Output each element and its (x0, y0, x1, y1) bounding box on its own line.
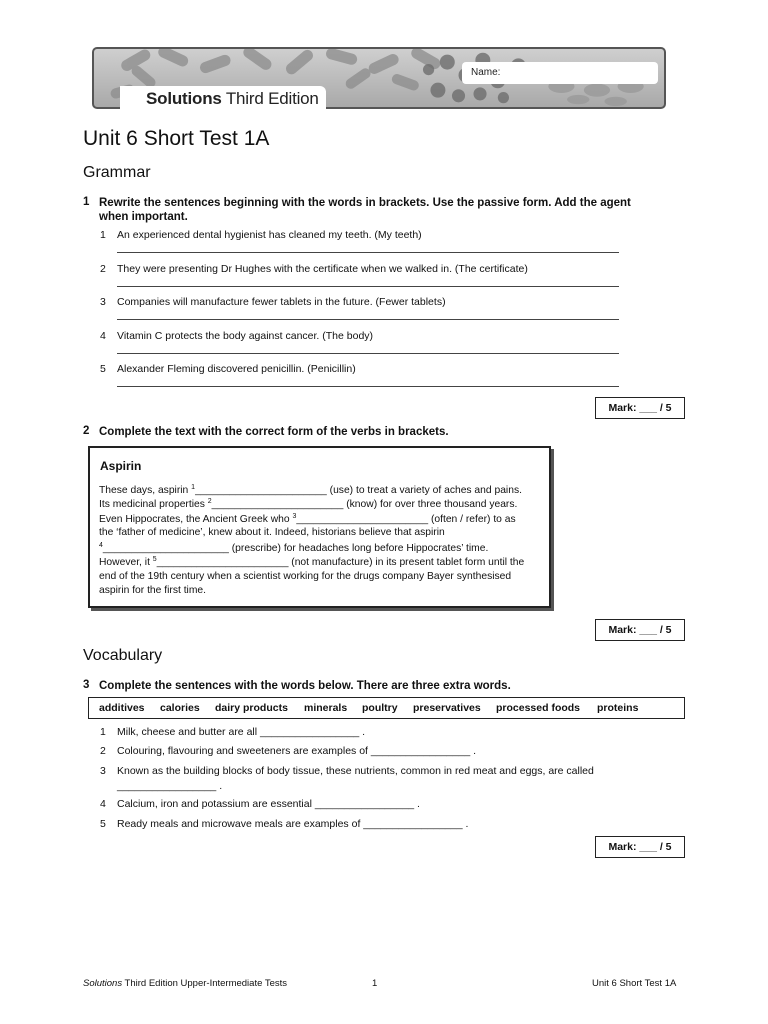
q1-item-5-text: Alexander Fleming discovered penicillin. (Penicillin) (117, 363, 356, 375)
brand-logo: Solutions Third Edition (146, 89, 319, 108)
q2-mark-box[interactable]: Mark: ___ / 5 (595, 619, 685, 641)
q3-item-3-text: Known as the building blocks of body tissue, these nutrients, common in red meat and eggs, are called (117, 765, 594, 777)
vocabulary-heading: Vocabulary (83, 647, 163, 664)
word-bank-item: proteins (597, 702, 639, 714)
question-3-number: 3 (83, 679, 90, 691)
q1-item-3-number: 3 (100, 296, 106, 308)
aspirin-line-6[interactable]: However, it $^5$_______________________ (not manufacture) in its present tablet form until the (99, 556, 525, 568)
q1-item-2-number: 2 (100, 263, 106, 275)
page-title: Unit 6 Short Test 1A (83, 127, 270, 150)
word-bank-item: dairy products (215, 702, 288, 714)
q3-item-4-number: 4 (100, 798, 106, 810)
question-2-instruction: Complete the text with the correct form of the verbs in brackets. (99, 426, 449, 438)
q1-item-3-text: Companies will manufacture fewer tablets in the future. (Fewer tablets) (117, 296, 446, 308)
question-1-number: 1 (83, 196, 90, 208)
q1-item-1-number: 1 (100, 229, 106, 241)
aspirin-line-2[interactable]: Its medicinal properties $^2$_______________________ (know) for over three thousand years. (99, 498, 518, 510)
aspirin-line-4: the ‘father of medicine’, knew about it. Indeed, historians believe that aspirin (99, 527, 445, 538)
q3-item-5-text[interactable]: Ready meals and microwave meals are examples of _________________ . (117, 818, 469, 830)
aspirin-box-title: Aspirin (100, 459, 142, 473)
q3-mark-box[interactable]: Mark: ___ / 5 (595, 836, 685, 858)
q1-item-1-text: An experienced dental hygienist has cleaned my teeth. (My teeth) (117, 229, 422, 241)
q1-mark-box[interactable]: Mark: ___ / 5 (595, 397, 685, 419)
word-bank-item: preservatives (413, 702, 481, 714)
q3-item-1-number: 1 (100, 726, 106, 738)
q1-item-2-answer-line[interactable] (117, 286, 619, 287)
question-1-instruction-line2: when important. (99, 211, 188, 223)
q3-item-2-text[interactable]: Colouring, flavouring and sweeteners are examples of _________________ . (117, 745, 476, 757)
q1-item-4-number: 4 (100, 330, 106, 342)
q3-item-3-continuation[interactable]: _________________ . (117, 780, 223, 792)
word-bank-item: processed foods (496, 702, 581, 714)
question-3-instruction: Complete the sentences with the words below. There are three extra words. (99, 680, 511, 692)
question-1-instruction-line1: Rewrite the sentences beginning with the words in brackets. Use the passive form. Add the agent (99, 197, 631, 209)
aspirin-line-8: aspirin for the first time. (99, 585, 207, 596)
q3-item-2-number: 2 (100, 745, 106, 757)
q1-item-5-answer-line[interactable] (117, 386, 619, 387)
aspirin-line-5[interactable]: $^4$______________________ (prescribe) for headaches long before Hippocrates’ time. (99, 542, 489, 554)
q1-item-5-number: 5 (100, 363, 106, 375)
q1-item-3-answer-line[interactable] (117, 319, 619, 320)
q1-item-2-text: They were presenting Dr Hughes with the certificate when we walked in. (The certificate) (117, 263, 528, 275)
aspirin-line-3[interactable]: Even Hippocrates, the Ancient Greek who $^3$_______________________ (often / refer) to as (99, 513, 516, 525)
footer-test-title: Unit 6 Short Test 1A (592, 978, 677, 989)
name-label: Name: (471, 67, 501, 78)
q3-item-5-number: 5 (100, 818, 106, 830)
word-bank-item: minerals (304, 702, 348, 714)
footer-page-number: 1 (372, 978, 378, 989)
q3-item-4-text[interactable]: Calcium, iron and potassium are essential _________________ . (117, 798, 420, 810)
q3-item-1-text[interactable]: Milk, cheese and butter are all _________________ . (117, 726, 366, 738)
q1-item-4-text: Vitamin C protects the body against cancer. (The body) (117, 330, 374, 342)
question-2-number: 2 (83, 425, 90, 437)
word-bank-item: additives (99, 702, 145, 714)
word-bank-item: poultry (362, 702, 398, 714)
grammar-heading: Grammar (83, 164, 151, 181)
aspirin-line-1[interactable]: These days, aspirin $^1$_______________________ (use) to treat a variety of aches and pains. (99, 484, 522, 496)
footer-book-title: Solutions Third Edition Upper-Intermediate Tests (83, 978, 288, 989)
aspirin-line-7: end of the 19th century when a scientist working for the drugs company Bayer synthesised (99, 571, 512, 582)
q1-item-1-answer-line[interactable] (117, 252, 619, 253)
q1-item-4-answer-line[interactable] (117, 353, 619, 354)
word-bank-item: calories (160, 702, 200, 714)
q3-item-3-number: 3 (100, 765, 106, 777)
